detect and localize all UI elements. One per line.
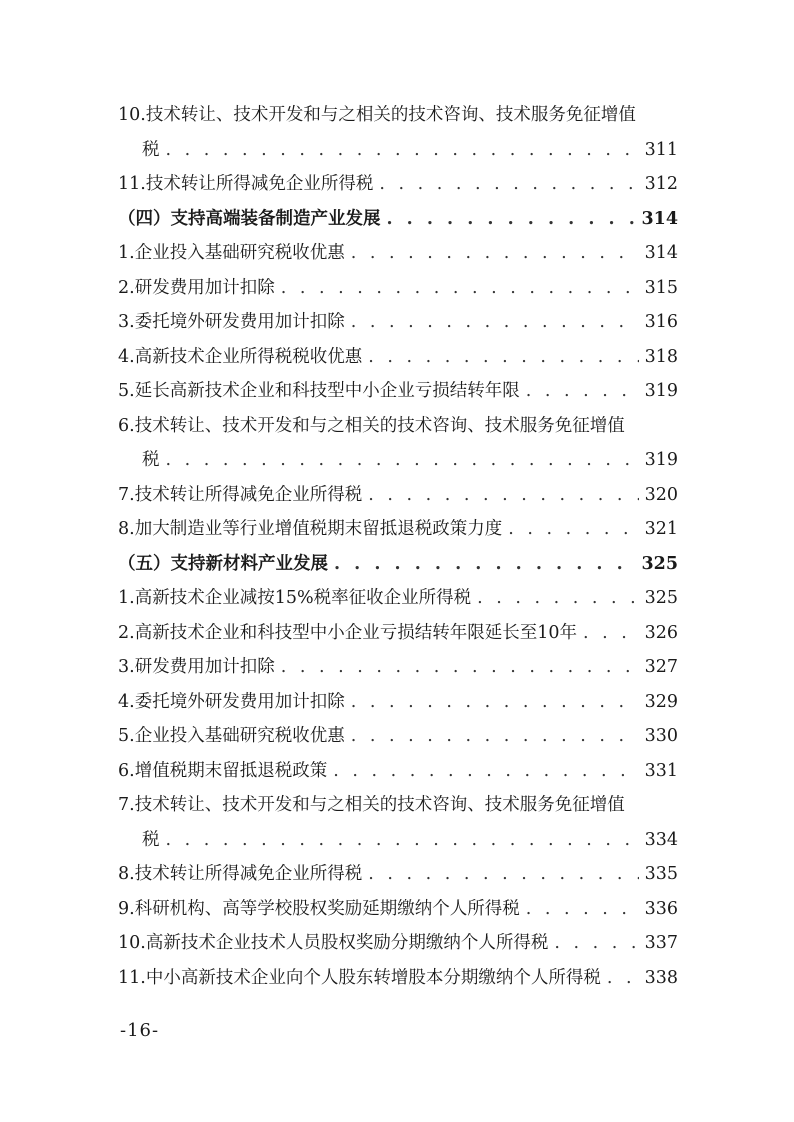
toc-entry-row bbox=[118, 271, 678, 306]
toc-item-entry[interactable] bbox=[118, 961, 678, 996]
toc-item-entry[interactable] bbox=[118, 478, 678, 513]
toc-entry-row bbox=[118, 478, 678, 513]
toc-entry-title: 1.企业投入基础研究税收优惠 bbox=[118, 243, 345, 263]
toc-entry-row bbox=[118, 305, 678, 340]
toc-entry-row bbox=[118, 823, 678, 858]
toc-entry-row bbox=[118, 133, 678, 168]
toc-entry-row bbox=[118, 512, 678, 547]
toc-entry-page-number: 338 bbox=[644, 967, 678, 988]
toc-entry-page-number: 320 bbox=[644, 484, 678, 505]
toc-entry-page-number: 336 bbox=[644, 898, 678, 919]
toc-entry-page-number: 325 bbox=[644, 588, 678, 608]
toc-entry-page-number: 316 bbox=[644, 312, 678, 332]
toc-entry-row bbox=[118, 374, 678, 409]
toc-entry-title: 5.企业投入基础研究税收优惠 bbox=[118, 726, 345, 746]
dot-leader bbox=[166, 443, 639, 478]
toc-entry-row bbox=[118, 202, 678, 237]
toc-entry-title: 1.高新技术企业减按15%税率征收企业所得税 bbox=[118, 588, 472, 608]
toc-item-entry[interactable] bbox=[118, 167, 678, 202]
toc-item-entry[interactable] bbox=[118, 892, 678, 927]
toc-item-entry[interactable] bbox=[118, 685, 678, 720]
toc-entry-page-number: 314 bbox=[641, 208, 678, 229]
toc-entry-title-line1: 6.技术转让、技术开发和与之相关的技术咨询、技术服务免征增值 bbox=[118, 415, 625, 436]
toc-item-entry[interactable] bbox=[118, 926, 678, 961]
page-number: -16- bbox=[120, 1020, 160, 1041]
toc-entry-row bbox=[118, 167, 678, 202]
dot-leader bbox=[166, 823, 639, 858]
toc-entry-title: 11.技术转让所得减免企业所得税 bbox=[118, 174, 374, 194]
toc-entry-page-number: 319 bbox=[644, 450, 678, 470]
toc-entry-title: 税 bbox=[142, 139, 160, 160]
toc-item-entry[interactable] bbox=[118, 616, 678, 651]
table-of-contents bbox=[118, 98, 678, 995]
toc-item-entry[interactable] bbox=[118, 788, 678, 857]
toc-entry-page-number: 329 bbox=[644, 691, 678, 712]
toc-entry-title: 8.技术转让所得减免企业所得税 bbox=[118, 864, 363, 884]
toc-entry-row bbox=[118, 340, 678, 375]
toc-entry-row bbox=[118, 754, 678, 789]
toc-entry-page-number: 321 bbox=[644, 519, 678, 539]
toc-entry-page-number: 335 bbox=[644, 864, 678, 884]
toc-entry-title: 税 bbox=[142, 450, 160, 470]
toc-item-entry[interactable] bbox=[118, 98, 678, 167]
dot-leader bbox=[351, 685, 639, 720]
toc-entry-title: 4.高新技术企业所得税税收优惠 bbox=[118, 346, 363, 367]
dot-leader bbox=[583, 616, 639, 651]
dot-leader bbox=[368, 478, 638, 513]
toc-entry-title: 9.科研机构、高等学校股权奖励延期缴纳个人所得税 bbox=[118, 898, 520, 919]
toc-entry-row bbox=[118, 926, 678, 961]
toc-entry-title: 5.延长高新技术企业和科技型中小企业亏损结转年限 bbox=[118, 381, 520, 401]
toc-entry-page-number: 312 bbox=[644, 174, 678, 194]
toc-item-entry[interactable] bbox=[118, 650, 678, 685]
toc-entry-page-number: 326 bbox=[644, 622, 678, 643]
dot-leader bbox=[387, 202, 636, 237]
toc-entry-row bbox=[118, 443, 678, 478]
toc-item-entry[interactable] bbox=[118, 719, 678, 754]
toc-entry-page-number: 334 bbox=[644, 829, 678, 850]
dot-leader bbox=[379, 167, 638, 202]
dot-leader bbox=[281, 650, 639, 685]
dot-leader bbox=[166, 133, 639, 168]
toc-entry-title: 7.技术转让所得减免企业所得税 bbox=[118, 484, 363, 505]
toc-entry-title-line1: 7.技术转让、技术开发和与之相关的技术咨询、技术服务免征增值 bbox=[118, 795, 625, 815]
toc-entry-page-number: 311 bbox=[644, 139, 678, 160]
toc-entry-page-number: 330 bbox=[644, 726, 678, 746]
toc-section-entry[interactable] bbox=[118, 202, 678, 237]
dot-leader bbox=[607, 961, 639, 996]
toc-entry-row bbox=[118, 581, 678, 616]
dot-leader bbox=[368, 857, 638, 892]
toc-entry-title: 2.研发费用加计扣除 bbox=[118, 277, 275, 298]
dot-leader bbox=[526, 374, 639, 409]
toc-entry-page-number: 325 bbox=[641, 553, 678, 574]
toc-entry-title: 6.增值税期末留抵退税政策 bbox=[118, 760, 328, 781]
toc-entry-title: （五）支持新材料产业发展 bbox=[118, 553, 328, 574]
toc-entry-row bbox=[118, 892, 678, 927]
toc-item-entry[interactable] bbox=[118, 374, 678, 409]
toc-entry-page-number: 331 bbox=[644, 760, 678, 781]
toc-entry-row bbox=[118, 961, 678, 996]
toc-entry-title: 3.研发费用加计扣除 bbox=[118, 657, 275, 677]
toc-entry-page-number: 318 bbox=[644, 346, 678, 367]
toc-item-entry[interactable] bbox=[118, 271, 678, 306]
toc-entry-row bbox=[118, 685, 678, 720]
toc-item-entry[interactable] bbox=[118, 236, 678, 271]
dot-leader bbox=[351, 236, 639, 271]
toc-entry-title-line1: 10.技术转让、技术开发和与之相关的技术咨询、技术服务免征增值 bbox=[118, 105, 636, 125]
toc-entry-page-number: 315 bbox=[644, 277, 678, 298]
toc-entry-row bbox=[118, 236, 678, 271]
toc-entry-title: （四）支持高端装备制造产业发展 bbox=[118, 208, 381, 229]
toc-section-entry[interactable] bbox=[118, 547, 678, 582]
toc-entry-page-number: 319 bbox=[644, 381, 678, 401]
dot-leader bbox=[334, 547, 635, 582]
toc-entry-title: 2.高新技术企业和科技型中小企业亏损结转年限延长至10年 bbox=[118, 622, 577, 643]
toc-entry-row bbox=[118, 547, 678, 582]
toc-entry-title: 税 bbox=[142, 829, 160, 850]
dot-leader bbox=[526, 892, 639, 927]
toc-item-entry[interactable] bbox=[118, 754, 678, 789]
dot-leader bbox=[351, 305, 639, 340]
toc-entry-title: 4.委托境外研发费用加计扣除 bbox=[118, 691, 345, 712]
toc-item-entry[interactable] bbox=[118, 305, 678, 340]
toc-entry-title: 8.加大制造业等行业增值税期末留抵退税政策力度 bbox=[118, 519, 503, 539]
dot-leader bbox=[281, 271, 639, 306]
dot-leader bbox=[368, 340, 638, 375]
toc-entry-title: 10.高新技术企业技术人员股权奖励分期缴纳个人所得税 bbox=[118, 933, 549, 953]
toc-entry-row bbox=[118, 857, 678, 892]
toc-entry-row bbox=[118, 650, 678, 685]
toc-entry-row bbox=[118, 719, 678, 754]
toc-entry-title: 3.委托境外研发费用加计扣除 bbox=[118, 312, 345, 332]
dot-leader bbox=[508, 512, 638, 547]
toc-item-entry[interactable] bbox=[118, 512, 678, 547]
toc-item-entry[interactable] bbox=[118, 409, 678, 478]
toc-entry-title: 11.中小高新技术企业向个人股东转增股本分期缴纳个人所得税 bbox=[118, 967, 601, 988]
dot-leader bbox=[477, 581, 639, 616]
toc-entry-row bbox=[118, 616, 678, 651]
dot-leader bbox=[351, 719, 639, 754]
toc-item-entry[interactable] bbox=[118, 857, 678, 892]
toc-entry-page-number: 337 bbox=[644, 933, 678, 953]
toc-entry-page-number: 314 bbox=[644, 243, 678, 263]
dot-leader bbox=[554, 926, 638, 961]
toc-entry-page-number: 327 bbox=[644, 657, 678, 677]
toc-item-entry[interactable] bbox=[118, 340, 678, 375]
dot-leader bbox=[333, 754, 638, 789]
toc-item-entry[interactable] bbox=[118, 581, 678, 616]
